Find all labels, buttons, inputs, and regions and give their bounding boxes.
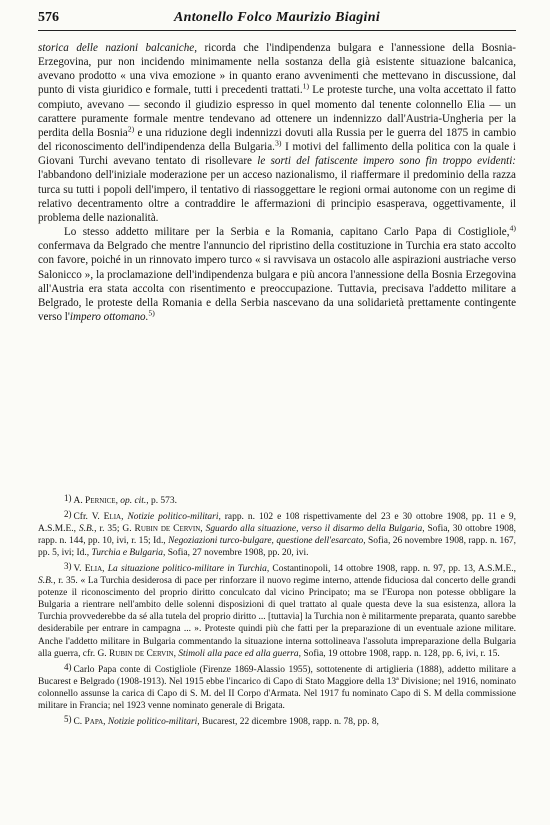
text-run: Cfr. V. (73, 512, 104, 523)
footnote-reference: 4) (509, 223, 516, 233)
text-run: La situazione politico-militare in Turchia (107, 564, 267, 575)
text-run: , r. 35. « La Turchia desiderosa di pace per rinforzare il nuovo regime interno, attende fiduciosa dal concerto delle grandi potenze il riconoscimento del proprio diritto conculcato dal vicino Principato; ma se l'Europa non potesse obbligare la Bulgaria a rientrare nell'ambito delle solenni disposizioni di quel trattato al quale questa deve la sua esistenza, allora la Turchia provvederebbe da sé alla tutela del proprio diritto ... [tuttavia] la Turchia non è militarmente preparata, quanto sarebbe desiderabile per entrare in campagna ... ». Proteste quindi più che fatti per la preparazione di un eventuale azione militare. Anche l'addetto militare in Bulgaria commentando la situazione interna sottolineava l'assoluta impreparazione della Bulgaria alla guerra, cfr. G. (38, 576, 516, 659)
text-run: , (103, 716, 108, 727)
text-run: , Sofia, 27 novembre 1908, pp. 20, ivi. (162, 548, 309, 559)
text-run: V. (73, 564, 85, 575)
text-run: Elia (103, 512, 122, 523)
text-run: I motivi del fallimento della politica con la quale i Giovani Turchi avevano tentato di risollevare (38, 141, 516, 168)
footnote-number: 2) (64, 509, 72, 520)
text-run: Elia (84, 564, 103, 575)
footnote-number: 5) (64, 713, 72, 724)
text-run: , rapp. n. 102 e 108 rispettivamente del 23 e 30 ottobre 1908, pp. 11 e 9, A.S.M.E., (38, 512, 516, 535)
text-run: Notizie politico-militari (127, 512, 219, 523)
text-run: , Sofia, 19 ottobre 1908, rapp. n. 128, pp. 6, ivi, r. 15. (298, 648, 500, 659)
page-number: 576 (38, 10, 59, 25)
body-paragraph (38, 41, 516, 225)
text-run: impero ottomano. (69, 310, 149, 323)
text-run: Notizie politico-militari (107, 716, 198, 727)
footnotes (38, 492, 516, 729)
text-run: Sguardo alla situazione, verso il disarmo della Bulgaria (205, 524, 423, 535)
text-run: Pernice (85, 496, 116, 506)
text-run: Rubin de Cervin (134, 524, 201, 535)
footnote-number: 1) (64, 493, 72, 503)
text-run: ricorda che l'indipendenza bulgara e l'annessione della Bosnia-Erzegovina, pur non incidendo minimamente nella sostanza della già esistente situazione balcanica, avevano prodotto « una viva emozione » in quanto erano avvenimenti che mettevano in discussione, dal punto di vista giuridico e formale, tutti i precedenti trattati. (38, 42, 517, 97)
footnote (38, 661, 516, 712)
footnote (38, 560, 516, 659)
text-run: Papa (84, 716, 104, 727)
footnote (38, 713, 516, 728)
text-run: , Bucarest, 22 dicembre 1908, rapp. n. 78, pp. 8, (197, 716, 379, 727)
text-run: storica delle nazioni balcaniche, (38, 42, 197, 54)
text-run: Turchia e Bulgaria (91, 548, 163, 559)
page-header (38, 8, 516, 31)
text-run: S.B. (78, 524, 95, 535)
text-run: , Sofia, 30 ottobre 1908, rapp. n. 144, pp. 10, ivi, r. 15; Id., (38, 524, 517, 547)
body-text (38, 41, 516, 324)
text-run: le sorti del fatiscente impero sono fin troppo evidenti: (257, 155, 516, 168)
text-run: S.B. (38, 576, 54, 587)
text-run: A. (73, 496, 86, 506)
text-run: , Costantinopoli, 14 ottobre 1908, rapp. n. 97, pp. 13, A.S.M.E., (266, 564, 517, 575)
text-run: , (173, 648, 179, 659)
body-paragraph (38, 225, 516, 324)
running-head: Antonello Folco Maurizio Biagini (173, 10, 381, 25)
text-run: C. (73, 716, 85, 727)
text-run: e una riduzione degli indennizzi dovuti alla Russia per le guerra del 1875 in cambio del riconoscimento dell'indipendenza della Bulgaria. (38, 126, 516, 154)
text-run: , (200, 524, 206, 535)
text-run: , (102, 564, 108, 575)
text-run: Stimoli alla pace ed alla guerra (178, 648, 299, 659)
text-run: , r. 35; G. (94, 524, 135, 535)
footnote-reference: 3) (274, 138, 282, 148)
text-run: Carlo Papa conte di Costigliole (Firenze 1869-Alassio 1955), sottotenente di artiglieria (1888), addetto militare a Bucarest e Belgrado (1908-1913). Nel 1915 ebbe l'incarico di Capo di Stato Maggiore della 13ª Divisione; nel 1916, nominato colonnello assunse la carica di Capo di S. M. del II Corpo d'Armata. Nel 1917 fu nominato Capo di S. M della commissione militare in Francia; nel 1923 venne nominato generale di Brigata. (38, 664, 516, 711)
footnote (38, 508, 516, 559)
text-run: , (121, 512, 128, 523)
text-run: l'abbandono dell'iniziale moderazione per un acceso nazionalismo, il riaffermare il predominio della razza turca su tutti i popoli dell'impero, il tentativo di riassoggettare le regioni ormai autonome con un regime di relativo decentramento oltre a contraddire le affermazioni di principio esasperava, oggettivamente, il problema delle nazionalità. (38, 169, 516, 224)
text-run: confermava da Belgrado che mentre l'annuncio del ripristino della costituzione in Turchia era stato accolto con favore, poiché in un rinnovato impero turco « si ravvisava un ostacolo alle aspirazioni austriache verso Salonicco », la proclamazione dell'indipendenza bulgara e più ancora l'annessione della Bosnia Erzegovina all'Austria era stata accolta con risentimento e preoccupazione. Tuttavia, precisava l'addetto militare a Belgrado, le proteste della Romania e della Serbia nascevano da una solidarietà prettamente contingente verso l' (38, 240, 516, 323)
text-run: Lo stesso addetto militare per la Serbia e la Romania, capitano Carlo Papa di Costigliole, (64, 226, 510, 239)
footnote (38, 492, 516, 507)
text-run: Rubin de Cervin (109, 648, 174, 659)
footnote-reference: 2) (127, 124, 135, 134)
text-run: , (115, 496, 121, 506)
text-run: , p. 573. (146, 496, 177, 506)
text-run: op. cit. (120, 496, 147, 506)
text-run: , Sofia, 26 novembre 1908, rapp. n. 167, pp. 5, ivi; Id., (38, 536, 516, 559)
text-run: Le proteste turche, una volta accettato il fatto compiuto, avevano — secondo il giudizio espresso in quel momento dal tenente colonnello Elia — un carattere puramente formale mentre tendevano ad ottenere un indennizzo dall'Austria-Ungheria per la perdita della Bosnia (38, 84, 517, 139)
footnote-number: 4) (64, 661, 72, 672)
text-run: Negoziazioni turco-bulgare, questione dell'esarcato (168, 536, 364, 547)
footnote-number: 3) (64, 561, 72, 572)
footnote-reference: 5) (148, 308, 155, 318)
footnote-reference: 1) (302, 81, 310, 91)
